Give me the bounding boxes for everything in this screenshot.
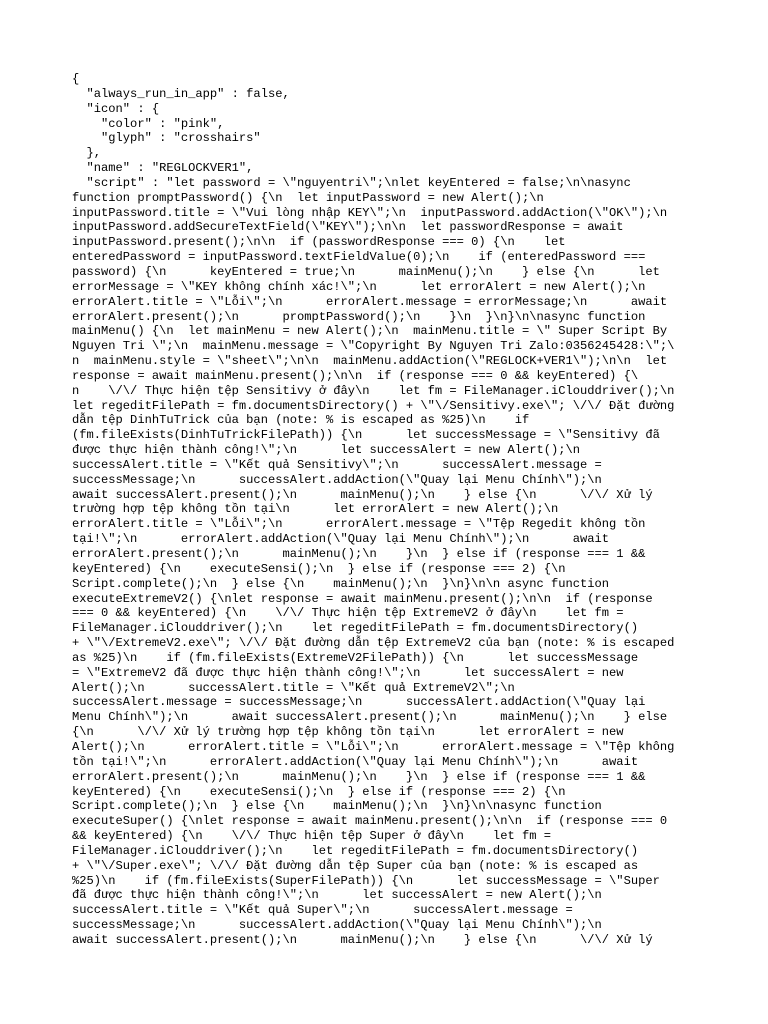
code-line: "icon" : { [72,101,160,116]
code-line: keyEntered) {\n executeSensi();\n } else if (response === 2) {\n [72,561,566,576]
code-line: inputPassword.addSecureTextField(\"KEY\");\n\n let passwordResponse = await [72,220,624,235]
code-line: được thực hiện thành công!\";\n let successAlert = new Alert();\n [72,443,581,458]
code-line: + \"\/Super.exe\"; \/\/ Đặt đường dẫn tệp Super của bạn (note: % is escaped as [72,858,639,873]
code-line: && keyEntered) {\n \/\/ Thực hiện tệp Super ở đây\n let fm = [72,829,551,844]
code-line: password) {\n keyEntered = true;\n mainMenu();\n } else {\n let [72,264,660,279]
code-line: errorAlert.present();\n mainMenu();\n }\n } else if (response === 1 && [72,547,646,561]
code-line: trường hợp tệp không tồn tại\n let errorAlert = new Alert();\n [72,502,559,517]
code-line: executeExtremeV2() {\nlet response = await mainMenu.present();\n\n if (response [72,591,653,606]
code-line: "always_run_in_app" : false, [72,86,290,101]
code-line: Script.complete();\n } else {\n mainMenu();\n }\n}\n\nasync function [72,799,602,814]
json-code-text [72,72,696,948]
code-line: FileManager.iClouddriver();\n let regeditFilePath = fm.documentsDirectory() [72,621,639,636]
code-line: errorAlert.title = \"Lỗi\";\n errorAlert.message = errorMessage;\n await [72,294,668,309]
code-line: errorAlert.present();\n mainMenu();\n }\n } else if (response === 1 && [72,769,646,784]
code-line: await successAlert.present();\n mainMenu();\n } else {\n \/\/ Xử lý [72,932,653,947]
code-line: successAlert.title = \"Kết quả Sensitivy\";\n successAlert.message = [72,457,602,472]
code-line: + \"\/ExtremeV2.exe\"; \/\/ Đặt đường dẫn tệp ExtremeV2 của bạn (note: % is escaped [72,636,675,651]
code-line: Menu Chính\");\n await successAlert.present();\n mainMenu();\n } else [72,710,668,725]
code-line: {\n \/\/ Xử lý trường hợp tệp không tồn tại\n let errorAlert = new [72,725,624,740]
code-line: response = await mainMenu.present();\n\n if (response === 0 && keyEntered) {\ [72,368,639,383]
code-line: successAlert.message = successMessage;\n successAlert.addAction(\"Quay lại [72,695,646,710]
code-line: inputPassword.title = \"Vui lòng nhập KEY\";\n inputPassword.addAction(\"OK\");\n [72,205,668,220]
code-line: === 0 && keyEntered) {\n \/\/ Thực hiện tệp ExtremeV2 ở đây\n let fm = [72,606,624,621]
code-line: await successAlert.present();\n mainMenu();\n } else {\n \/\/ Xử lý [72,487,653,502]
code-line: mainMenu() {\n let mainMenu = new Alert();\n mainMenu.title = \" Super Script By [72,324,668,339]
code-line: (fm.fileExists(DinhTuTrickFilePath)) {\n let successMessage = \"Sensitivy đã [72,428,660,443]
code-line: keyEntered) {\n executeSensi();\n } else if (response === 2) {\n [72,784,566,799]
code-line: errorMessage = \"KEY không chính xác!\";\n let errorAlert = new Alert();\n [72,279,646,294]
code-line: successAlert.title = \"Kết quả Super\";\n successAlert.message = [72,903,573,918]
code-line: đã được thực hiện thành công!\";\n let successAlert = new Alert();\n [72,888,602,903]
code-line: n \/\/ Thực hiện tệp Sensitivy ở đây\n let fm = FileManager.iClouddriver();\n [72,383,675,398]
code-line: function promptPassword() {\n let inputPassword = new Alert();\n [72,190,544,205]
code-line: inputPassword.present();\n\n if (passwordResponse === 0) {\n let [72,235,566,250]
code-line: %25)\n if (fm.fileExists(SuperFilePath)) {\n let successMessage = \"Super [72,873,660,888]
code-line: successMessage;\n successAlert.addAction(\"Quay lại Menu Chính\");\n [72,918,602,933]
code-line: Script.complete();\n } else {\n mainMenu();\n }\n}\n\n async function [72,576,610,591]
code-line: "name" : "REGLOCKVER1", [72,161,254,176]
code-line: Alert();\n errorAlert.title = \"Lỗi\";\n errorAlert.message = \"Tệp không [72,739,675,754]
code-line: errorAlert.present();\n promptPassword();\n }\n }\n}\n\nasync function [72,309,646,324]
code-line: Nguyen Tri \";\n mainMenu.message = \"Copyright By Nguyen Tri Zalo:0356245428:\";\ [72,339,675,354]
code-line: enteredPassword = inputPassword.textFieldValue(0);\n if (enteredPassword === [72,250,646,265]
code-line: "glyph" : "crosshairs" [72,131,261,146]
code-line: errorAlert.title = \"Lỗi\";\n errorAlert.message = \"Tệp Regedit không tồn [72,517,646,532]
code-line: n mainMenu.style = \"sheet\";\n\n mainMenu.addAction(\"REGLOCK+VER1\");\n\n let [72,354,668,369]
code-line: Alert();\n successAlert.title = \"Kết quả ExtremeV2\";\n [72,680,515,695]
code-line: "color" : "pink", [72,116,225,131]
code-line: tại!\";\n errorAlert.addAction(\"Quay lại Menu Chính\");\n await [72,532,610,547]
code-line: { [72,72,80,86]
code-line: "script" : "let password = \"nguyentri\";\nlet keyEntered = false;\n\nasync [72,175,631,190]
code-line: tồn tại!\";\n errorAlert.addAction(\"Quay lại Menu Chính\");\n await [72,754,639,769]
code-line: as %25)\n if (fm.fileExists(ExtremeV2FilePath)) {\n let successMessage [72,650,639,665]
code-line: executeSuper() {\nlet response = await mainMenu.present();\n\n if (response === 0 [72,814,668,829]
code-line: dẫn tệp DinhTuTrick của bạn (note: % is escaped as %25)\n if [72,413,530,428]
code-line: successMessage;\n successAlert.addAction(\"Quay lại Menu Chính\");\n [72,472,602,487]
code-line: let regeditFilePath = fm.documentsDirectory() + \"\/Sensitivy.exe\"; \/\/ Đặt đường [72,398,675,413]
code-line: FileManager.iClouddriver();\n let regeditFilePath = fm.documentsDirectory() [72,843,639,858]
code-line: = \"ExtremeV2 đã được thực hiện thành công!\";\n let successAlert = new [72,665,624,680]
code-line: }, [72,146,102,161]
